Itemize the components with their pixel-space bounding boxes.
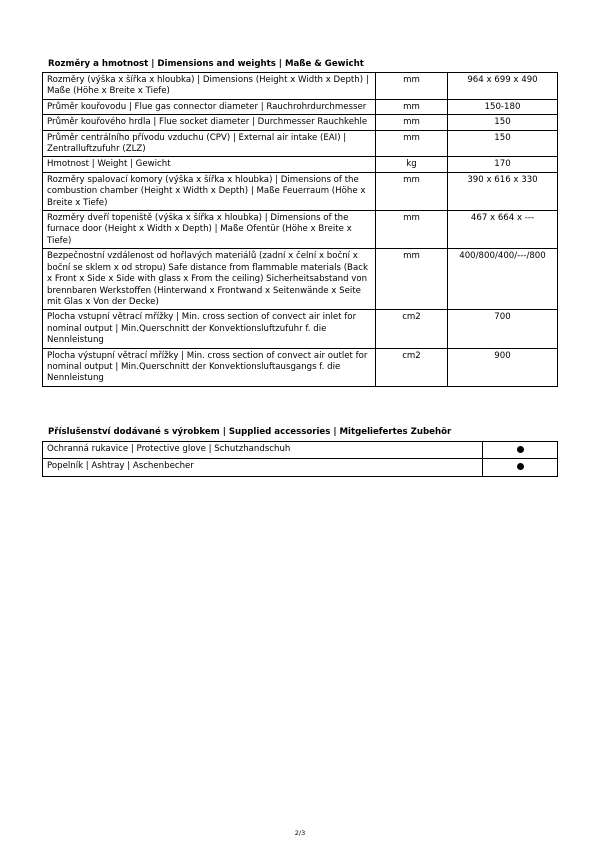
- spec-row: [43, 172, 558, 210]
- spec-unit: mm: [376, 211, 448, 249]
- spec-label: Plocha výstupní větrací mřížky | Min. cross section of convect air outlet for nominal output | Min.Querschnitt der Konvektionsluftausgangs f. die Nennleistung: [43, 348, 376, 386]
- spec-label: Rozměry dveří topeniště (výška x šířka x hloubka) | Dimensions of the furnace door (Height x Width x Depth) | Maße Ofentür (Höhe x Breite x Tiefe): [43, 211, 376, 249]
- included-bullet-icon: [517, 446, 524, 453]
- accessories-table: [42, 441, 558, 477]
- spec-row: [43, 348, 558, 386]
- spec-value: 390 x 616 x 330: [448, 172, 558, 210]
- spec-row: [43, 99, 558, 114]
- spec-label: Hmotnost | Weight | Gewicht: [43, 157, 376, 172]
- dimensions-table: [42, 72, 558, 387]
- accessory-row: [43, 459, 558, 476]
- spec-unit: mm: [376, 130, 448, 157]
- spec-unit: kg: [376, 157, 448, 172]
- spec-unit: cm2: [376, 310, 448, 348]
- spec-label: Průměr centrálního přívodu vzduchu (CPV) | External air intake (EAI) | Zentralluftzufuhr (ZLZ): [43, 130, 376, 157]
- dimensions-section-title: Rozměry a hmotnost | Dimensions and weights | Maße & Gewicht: [48, 59, 364, 69]
- spec-unit: mm: [376, 115, 448, 130]
- spec-value: 964 x 699 x 490: [448, 73, 558, 100]
- spec-label: Rozměry spalovací komory (výška x šířka x hloubka) | Dimensions of the combustion chamber (Height x Width x Depth) | Maße Feuerraum (Höhe x Breite x Tiefe): [43, 172, 376, 210]
- accessory-label: Ochranná rukavice | Protective glove | Schutzhandschuh: [43, 442, 483, 459]
- spec-label: Bezpečnostní vzdálenost od hořlavých materiálů (zadní x čelní x boční x boční se sklem x od stropu) Safe distance from flammable materials (Back x Front x Side x Side with glass x From the ceiling) Sicherheitsabstand von brennbaren Werkstoffen (Hinterwand x Frontwand x Seitenwände x Seite mit Glas x Von der Decke): [43, 249, 376, 310]
- spec-unit: mm: [376, 73, 448, 100]
- spec-value: 900: [448, 348, 558, 386]
- spec-row: [43, 211, 558, 249]
- spec-unit: mm: [376, 172, 448, 210]
- spec-row: [43, 249, 558, 310]
- accessory-included: [483, 459, 558, 476]
- spec-row: [43, 310, 558, 348]
- spec-label: Rozměry (výška x šířka x hloubka) | Dimensions (Height x Width x Depth) | Maße (Höhe x Breite x Tiefe): [43, 73, 376, 100]
- included-bullet-icon: [517, 463, 524, 470]
- spec-value: 150: [448, 130, 558, 157]
- spec-value: 150-180: [448, 99, 558, 114]
- accessory-label: Popelník | Ashtray | Aschenbecher: [43, 459, 483, 476]
- spec-value: 170: [448, 157, 558, 172]
- spec-unit: cm2: [376, 348, 448, 386]
- spec-row: [43, 115, 558, 130]
- spec-unit: mm: [376, 249, 448, 310]
- spec-label: Plocha vstupní větrací mřížky | Min. cross section of convect air inlet for nominal output | Min.Querschnitt der Konvektionsluftzufuhr f. die Nennleistung: [43, 310, 376, 348]
- spec-value: 400/800/400/---/800: [448, 249, 558, 310]
- spec-label: Průměr kouřovodu | Flue gas connector diameter | Rauchrohrdurchmesser: [43, 99, 376, 114]
- accessories-section-title: Příslušenství dodávané s výrobkem | Supplied accessories | Mitgeliefertes Zubehör: [48, 427, 452, 437]
- spec-row: [43, 73, 558, 100]
- page-number: 2/3: [294, 829, 306, 837]
- spec-unit: mm: [376, 99, 448, 114]
- spec-value: 150: [448, 115, 558, 130]
- spec-value: 467 x 664 x ---: [448, 211, 558, 249]
- accessory-included: [483, 442, 558, 459]
- accessory-row: [43, 442, 558, 459]
- spec-label: Průměr kouřového hrdla | Flue socket diameter | Durchmesser Rauchkehle: [43, 115, 376, 130]
- spec-row: [43, 130, 558, 157]
- spec-row: [43, 157, 558, 172]
- spec-value: 700: [448, 310, 558, 348]
